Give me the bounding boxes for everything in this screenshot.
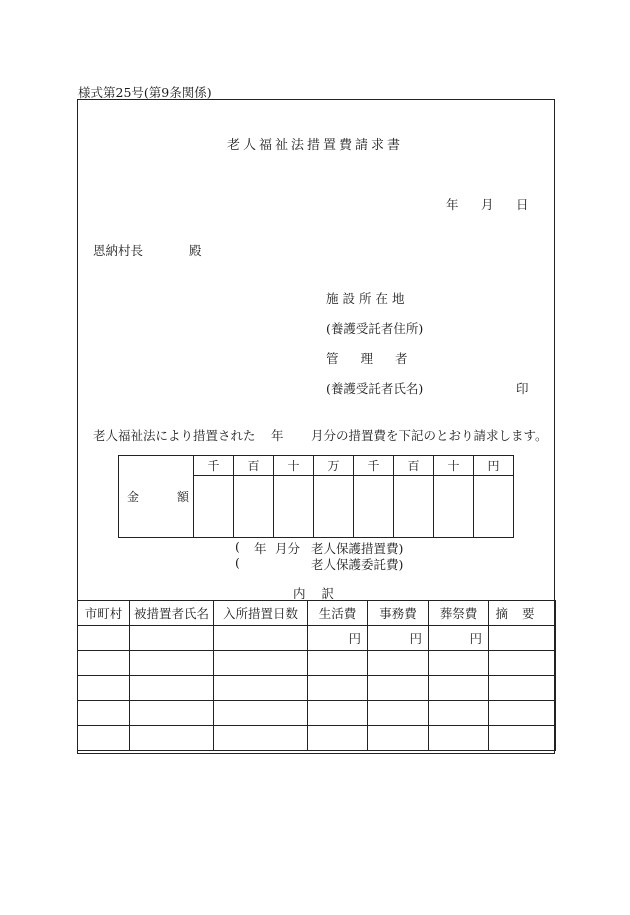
table-cell[interactable] xyxy=(78,726,130,751)
digit-input-cell[interactable] xyxy=(274,476,314,538)
digit-header: 円 xyxy=(474,456,514,476)
table-row xyxy=(78,626,556,651)
table-cell[interactable] xyxy=(214,676,308,701)
living-cost-yen-cell[interactable]: 円 xyxy=(308,626,368,651)
note2-open: ( xyxy=(235,555,240,570)
table-cell[interactable] xyxy=(489,626,556,651)
note1-text: 老人保護措置費) xyxy=(311,541,404,556)
breakdown-header-row xyxy=(78,601,556,626)
table-cell[interactable] xyxy=(130,726,214,751)
note2-text: 老人保護委託費) xyxy=(311,557,404,572)
note1-open: ( xyxy=(235,539,240,554)
table-row xyxy=(78,651,556,676)
date-day-label: 日 xyxy=(516,197,529,212)
table-cell[interactable] xyxy=(308,701,368,726)
table-cell[interactable] xyxy=(489,726,556,751)
table-cell[interactable] xyxy=(130,701,214,726)
col-header-admission-days: 入所措置日数 xyxy=(214,601,308,626)
statement-part1: 老人福祉法により措置された xyxy=(93,428,256,443)
digit-header: 十 xyxy=(274,456,314,476)
addressee-name: 恩納村長 xyxy=(93,243,144,258)
form-number-caption: 様式第25号(第9条関係) xyxy=(78,85,212,100)
table-cell[interactable] xyxy=(429,676,489,701)
seal-mark: 印 xyxy=(516,381,529,396)
date-month-label: 月 xyxy=(481,197,494,212)
digit-header: 万 xyxy=(314,456,354,476)
table-cell[interactable] xyxy=(368,651,429,676)
facility-address-label: 施設所在地 xyxy=(326,291,409,306)
table-cell[interactable] xyxy=(78,676,130,701)
table-row xyxy=(78,676,556,701)
table-cell[interactable] xyxy=(130,676,214,701)
col-header-living-cost: 生活費 xyxy=(308,601,368,626)
col-header-admin-cost: 事務費 xyxy=(368,601,429,626)
table-cell[interactable] xyxy=(214,701,308,726)
note1-year: 年 xyxy=(254,541,267,556)
amount-label-gaku: 額 xyxy=(177,490,190,504)
digit-input-cell[interactable] xyxy=(354,476,394,538)
digit-input-cell[interactable] xyxy=(314,476,354,538)
table-cell[interactable] xyxy=(429,726,489,751)
table-cell[interactable] xyxy=(308,651,368,676)
digit-header: 百 xyxy=(394,456,434,476)
amount-label-cell xyxy=(119,456,194,538)
table-cell[interactable] xyxy=(78,701,130,726)
trustee-name-label: (養護受託者氏名) xyxy=(326,381,424,396)
table-cell[interactable] xyxy=(308,676,368,701)
date-year-label: 年 xyxy=(446,197,459,212)
breakdown-heading: 内訳 xyxy=(293,586,351,601)
table-cell[interactable] xyxy=(214,726,308,751)
funeral-cost-yen-cell[interactable]: 円 xyxy=(429,626,489,651)
col-header-funeral-cost: 葬祭費 xyxy=(429,601,489,626)
col-header-municipality: 市町村 xyxy=(78,601,130,626)
note1-month: 月分 xyxy=(275,541,301,556)
form-title: 老人福祉法措置費請求書 xyxy=(226,138,403,153)
table-cell[interactable] xyxy=(368,701,429,726)
digit-input-cell[interactable] xyxy=(434,476,474,538)
table-cell[interactable] xyxy=(368,676,429,701)
table-cell[interactable] xyxy=(368,726,429,751)
table-cell[interactable] xyxy=(429,701,489,726)
table-cell[interactable] xyxy=(214,626,308,651)
table-cell[interactable] xyxy=(130,651,214,676)
table-cell[interactable] xyxy=(489,651,556,676)
digit-header: 千 xyxy=(354,456,394,476)
table-row xyxy=(78,726,556,751)
addressee-honorific: 殿 xyxy=(189,243,202,258)
digit-header: 十 xyxy=(434,456,474,476)
statement-part2: 月分の措置費を下記のとおり請求します。 xyxy=(311,428,548,443)
digit-input-cell[interactable] xyxy=(394,476,434,538)
amount-label-kin: 金 xyxy=(127,490,140,504)
table-cell[interactable] xyxy=(429,651,489,676)
col-header-person-name: 被措置者氏名 xyxy=(130,601,214,626)
admin-cost-yen-cell[interactable]: 円 xyxy=(368,626,429,651)
col-header-remarks: 摘要 xyxy=(489,601,556,626)
breakdown-table xyxy=(77,600,556,751)
manager-label: 管理者 xyxy=(326,351,430,366)
digit-input-cell[interactable] xyxy=(474,476,514,538)
trustee-address-label: (養護受託者住所) xyxy=(326,321,424,336)
table-cell[interactable] xyxy=(130,626,214,651)
digit-input-cell[interactable] xyxy=(194,476,234,538)
table-cell[interactable] xyxy=(308,726,368,751)
table-cell[interactable] xyxy=(489,676,556,701)
amount-table xyxy=(118,455,514,538)
table-row xyxy=(78,701,556,726)
table-cell[interactable] xyxy=(489,701,556,726)
statement-year: 年 xyxy=(271,428,284,443)
table-cell[interactable] xyxy=(78,626,130,651)
table-cell[interactable] xyxy=(214,651,308,676)
digit-header: 百 xyxy=(234,456,274,476)
table-cell[interactable] xyxy=(78,651,130,676)
digit-input-cell[interactable] xyxy=(234,476,274,538)
digit-header: 千 xyxy=(194,456,234,476)
